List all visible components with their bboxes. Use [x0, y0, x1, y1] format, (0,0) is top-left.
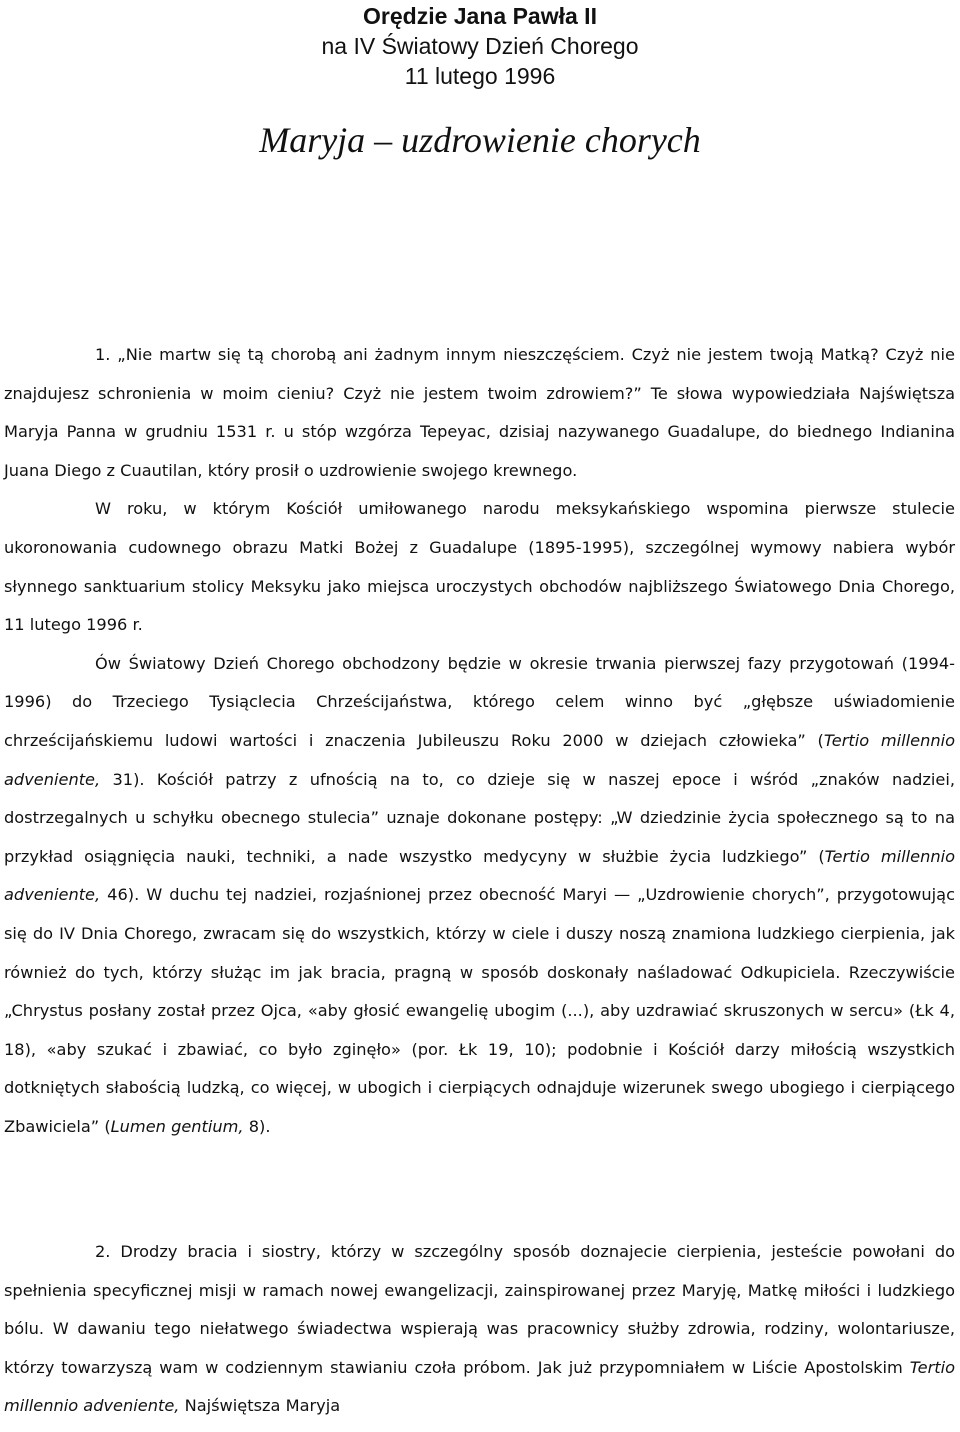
paragraph-1: 1. „Nie martw się tą chorobą ani żadnym innym nieszczęściem. Czyż nie jestem twoją Matką? Czyż nie znajdujesz schronienia w moim cieniu? Czyż nie jestem twoim zdrowiem?” Te słowa wypowiedziała Najświętsza Maryja Panna w grudniu 1531 r. u stóp wzgórza Tepeyac, dzisiaj nazywanego Guadalupe, do biednego Indianina Juana Diego z Cuautilan, który prosił o uzdrowienie swojego krewnego. — [4, 345, 955, 480]
citation-tertio-millennio-31: Tertio millennio adveniente, — [4, 730, 955, 789]
paragraph-4-text-a: 2. Drodzy bracia i siostry, którzy w szczególny sposób doznajecie cierpienia, jesteście powołani do spełnienia specyficznej misji w ramach nowej ewangelizacji, zainspirowanej przez Maryję, Matkę miłości i ludzkiego bólu. W dawaniu tego niełatwego świadectwa wspierają was pracownicy służby zdrowia, rodziny, wolontariusze, którzy towarzyszą wam w codziennym stawianiu czoła próbom. Jak już przypomniałem w Liście Apostolskim — [4, 1242, 955, 1377]
paragraph-4 — [4, 1233, 955, 1426]
paragraph-3-text-a: Ów Światowy Dzień Chorego obchodzony będzie w okresie trwania pierwszej fazy przygotowań (1994-1996) do Trzeciego Tysiąclecia Chrześcijaństwa, którego celem winno być „głębsze uświadomienie chrześcijańskiemu ludowi wartości i znaczenia Jubileuszu Roku 2000 w dziejach człowieka” ( — [4, 653, 955, 750]
paragraph-3 — [4, 645, 955, 1147]
header-date: 11 lutego 1996 — [404, 63, 556, 89]
header-subtitle: na IV Światowy Dzień Chorego — [321, 33, 639, 59]
section-2 — [4, 1233, 955, 1426]
paragraph-3-text-c: 46). W duchu tej nadziei, rozjaśnionej przez obecność Maryi — „Uzdrowienie chorych”, przygotowując się do IV Dnia Chorego, zwracam się do wszystkich, którzy w ciele i duszy noszą znamiona ludzkiego cierpienia, jak również do tych, którzy służąc im jak bracia, pragną w sposób doskonały naśladować Odkupiciela. Rzeczywiście „Chrystus posłany został przez Ojca, «aby głosić ewangelię ubogim (...), aby uzdrawiać skruszonych w sercu» (Łk 4, 18), «aby szukać i zbawiać, co było zginęło» (por. Łk 19, 10); podobnie i Kościół darzy miłością wszystkich dotkniętych słabością ludzką, co więcej, w ubogich i cierpiących odnajduje wizerunek swego ubogiego i cierpiącego Zbawiciela” ( — [4, 885, 955, 1136]
header-title: Orędzie Jana Pawła II — [363, 3, 597, 29]
paragraph-3-text-b: 31). Kościół patrzy z ufnością na to, co dzieje się w naszej epoce i wśród „znaków nadziei, dostrzegalnych u schyłku obecnego stulecia” uznaje dokonane postępy: „W dziedzinie życia społecznego są to na przykład osiągnięcia nauki, techniki, a nade wszystko medycyny w służbie życia ludzkiego” ( — [4, 769, 955, 866]
citation-tertio-millennio-letter: Tertio millennio adveniente, — [4, 1357, 955, 1416]
page-title: Maryja – uzdrowienie chorych — [259, 120, 701, 160]
paragraph-4-text-b: Najświętsza Maryja — [179, 1396, 341, 1416]
paragraph-2: W roku, w którym Kościół umiłowanego narodu meksykańskiego wspomina pierwsze stulecie ukoronowania cudownego obrazu Matki Bożej z Guadalupe (1895-1995), szczególnej wymowy nabiera wybór słynnego sanktuarium stolicy Meksyku jako miejsca uroczystych obchodów najbliższego Światowego Dnia Chorego, 11 lutego 1996 r. — [4, 499, 955, 635]
citation-tertio-millennio-46: Tertio millennio adveniente, — [4, 846, 955, 905]
citation-lumen-gentium: Lumen gentium, — [110, 1116, 244, 1136]
paragraph-3-text-d: 8). — [243, 1116, 271, 1136]
section-1 — [4, 336, 955, 1146]
